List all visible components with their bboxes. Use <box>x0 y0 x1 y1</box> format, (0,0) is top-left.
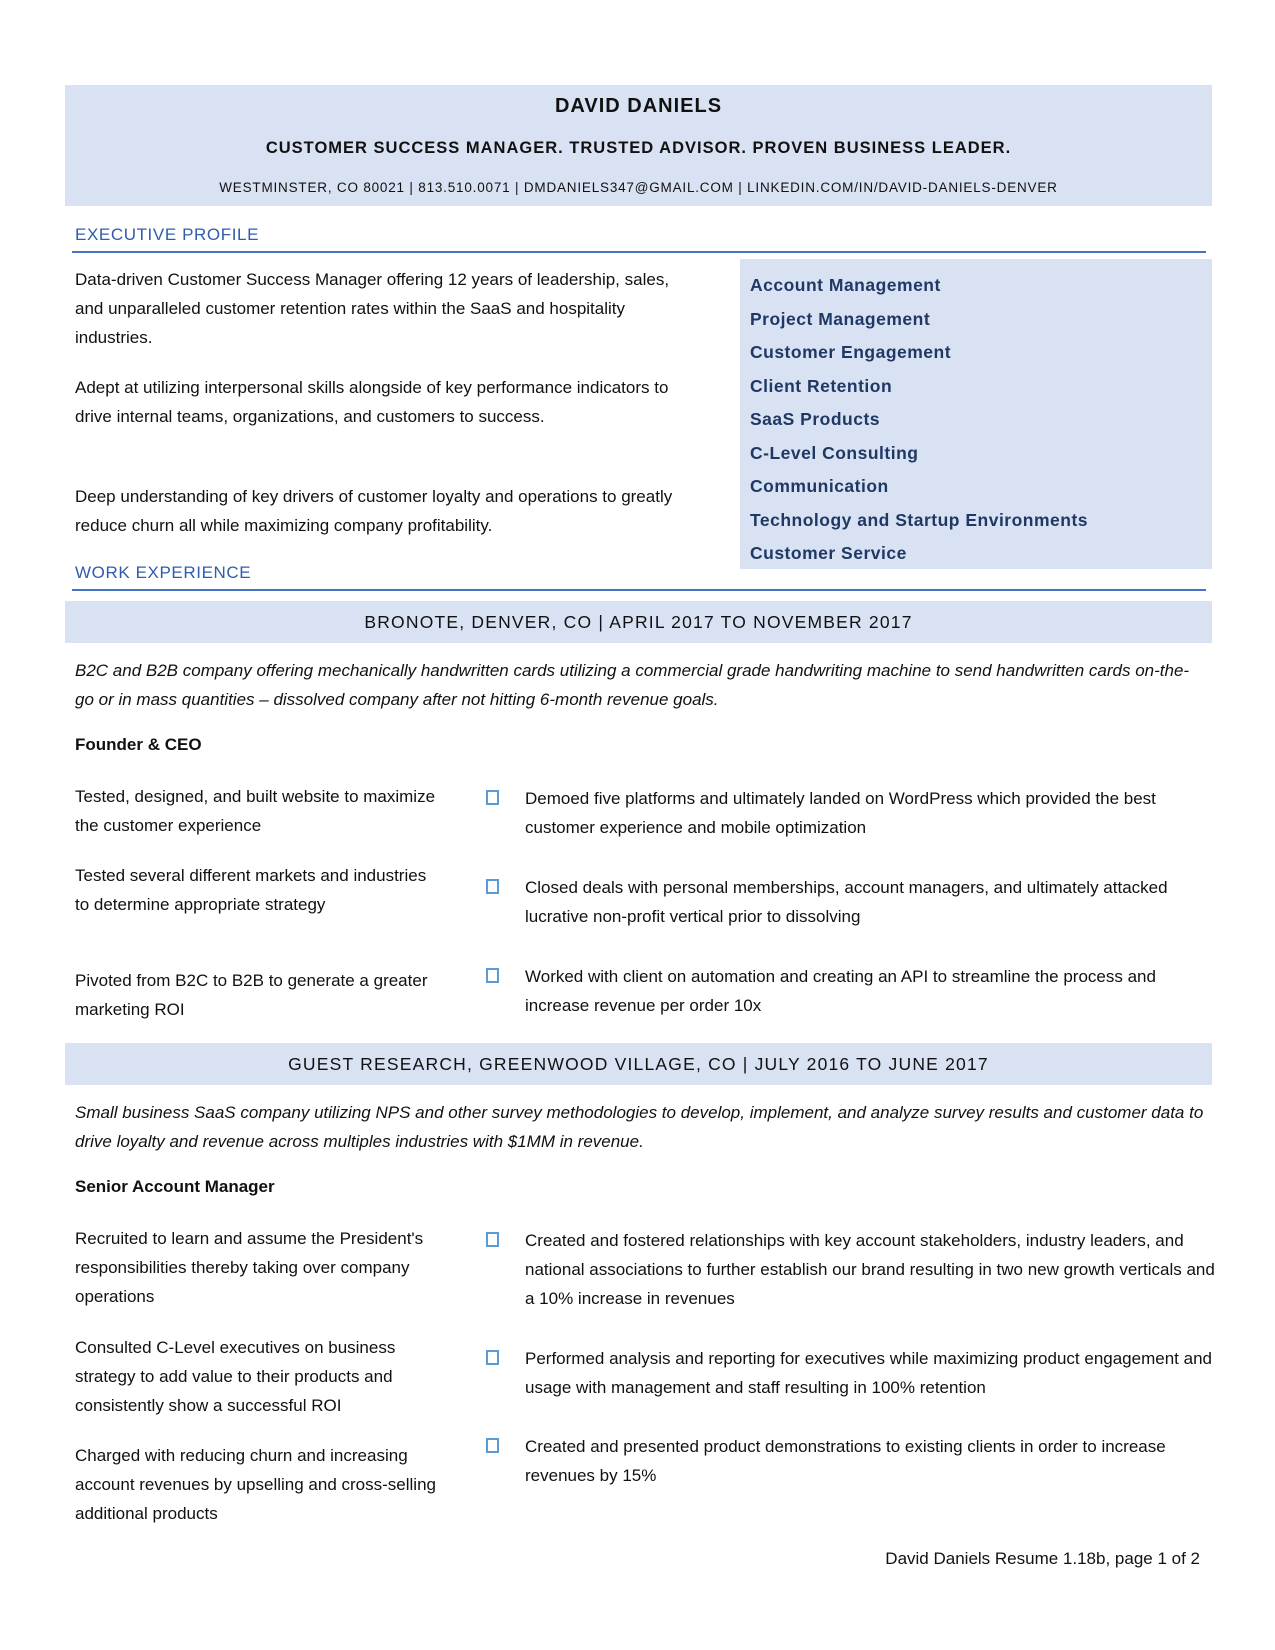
skill-item: Technology and Startup Environments <box>750 509 1089 530</box>
square-bullet-icon <box>486 790 499 805</box>
skill-item: Communication <box>750 476 889 496</box>
square-bullet-icon <box>486 1438 499 1453</box>
bullet-text: Closed deals with personal memberships, account managers, and ultimately attacked lucrative non-profit vertical prior to dissolving <box>525 878 1168 926</box>
candidate-tagline: CUSTOMER SUCCESS MANAGER. TRUSTED ADVISOR. PROVEN BUSINESS LEADER. <box>265 139 1012 157</box>
achievement-item: Tested several different markets and industries to determine appropriate strategy <box>75 866 427 914</box>
skill-item: Project Management <box>750 308 931 329</box>
bullet-text: Created and fostered relationships with key account stakeholders, industry leaders, and national associations to further establish our brand resulting in two new growth verticals and a 10% increase in revenues <box>525 1231 1215 1308</box>
achievement-item: Recruited to learn and assume the President's responsibilities thereby taking over company operations <box>75 1229 424 1306</box>
square-bullet-icon <box>486 1350 499 1365</box>
skill-item: Client Retention <box>750 375 893 396</box>
resume-header <box>65 85 1212 206</box>
page-footer: David Daniels Resume 1.18b, page 1 of 2 <box>885 1549 1200 1568</box>
square-bullet-icon <box>486 1232 499 1247</box>
skill-item: Customer Engagement <box>750 342 952 362</box>
achievement-item: Pivoted from B2C to B2B to generate a greater marketing ROI <box>75 971 428 1019</box>
section-divider <box>72 589 1206 591</box>
profile-paragraph: Data-driven Customer Success Manager offering 12 years of leadership, sales, and unparalleled customer retention rates within the SaaS and hospitality industries. <box>75 270 670 347</box>
profile-paragraph: Deep understanding of key drivers of customer loyalty and operations to greatly reduce churn all while maximizing company profitability. <box>75 487 673 535</box>
bullet-text: Worked with client on automation and creating an API to streamline the process and increase revenue per order 10x <box>525 967 1156 1015</box>
skill-item: Customer Service <box>750 543 907 563</box>
skill-item: Account Management <box>750 275 941 295</box>
work-experience-heading: WORK EXPERIENCE <box>75 563 252 582</box>
achievement-item: Tested, designed, and built website to maximize the customer experience <box>75 787 436 835</box>
skill-item: C-Level Consulting <box>750 442 919 463</box>
skills-list <box>740 259 1212 571</box>
bullet-text: Created and presented product demonstrations to existing clients in order to increase revenues by 15% <box>525 1437 1166 1485</box>
job-role: Founder & CEO <box>75 735 202 754</box>
square-bullet-icon <box>486 968 499 983</box>
achievement-item: Consulted C-Level executives on business strategy to add value to their products and consistently show a successful ROI <box>75 1338 396 1415</box>
job-title-band: BRONOTE, DENVER, CO | APRIL 2017 TO NOVEMBER 2017 <box>65 601 1212 643</box>
achievement-item: Charged with reducing churn and increasing account revenues by upselling and cross-selling additional products <box>75 1446 436 1523</box>
skill-item: SaaS Products <box>750 409 881 429</box>
executive-profile-heading: EXECUTIVE PROFILE <box>75 225 260 244</box>
square-bullet-icon <box>486 879 499 894</box>
job-description: B2C and B2B company offering mechanically handwritten cards utilizing a commercial grade handwriting machine to send handwritten cards on-the-go or in mass quantities – dissolved company after not hitting 6-month revenue goals. <box>75 661 1190 709</box>
job-description: Small business SaaS company utilizing NPS and other survey methodologies to develop, implement, and analyze survey results and customer data to drive loyalty and revenue across multiples industries with $1MM in revenue. <box>75 1103 1204 1151</box>
candidate-name: DAVID DANIELS <box>554 95 723 117</box>
section-divider <box>72 251 1206 253</box>
skills-panel <box>740 259 1212 569</box>
contact-line: WESTMINSTER, CO 80021 | 813.510.0071 | DMDANIELS347@GMAIL.COM | LINKEDIN.COM/IN/DAVID-DANIELS-DENVER <box>219 180 1058 195</box>
bullet-text: Performed analysis and reporting for executives while maximizing product engagement and usage with management and staff resulting in 100% retention <box>525 1349 1212 1397</box>
job-role: Senior Account Manager <box>75 1177 275 1196</box>
bullet-text: Demoed five platforms and ultimately landed on WordPress which provided the best customer experience and mobile optimization <box>525 789 1156 837</box>
profile-paragraph: Adept at utilizing interpersonal skills alongside of key performance indicators to drive internal teams, organizations, and customers to success. <box>75 378 669 426</box>
job-title-band: GUEST RESEARCH, GREENWOOD VILLAGE, CO | JULY 2016 TO JUNE 2017 <box>65 1043 1212 1085</box>
